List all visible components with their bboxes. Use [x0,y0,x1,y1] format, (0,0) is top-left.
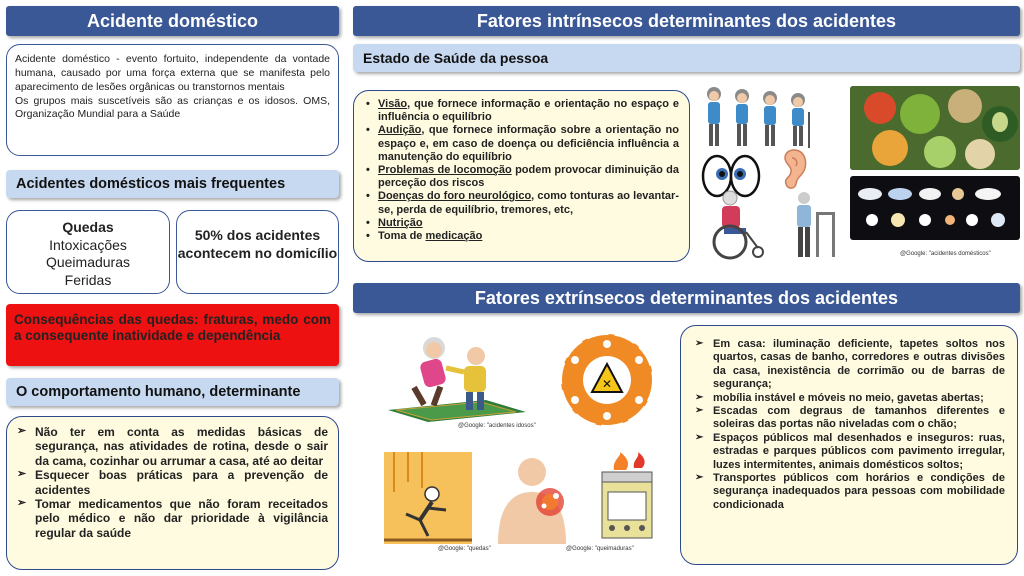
behavior-item: ➢ Tomar medicamentos que não foram receitados pelo médico e não dar prioridade à vigilância regular da saúde [17,497,328,540]
extrinsic-item: ➢ Em casa: iluminação deficiente, tapetes soltos nos quartos, casas de banho, corredores e outras divisões da casa, inexistência de corrimão ou de barras de segurança; [695,338,1005,392]
intrinsic-item-medicacao: • Toma de medicação [366,230,679,243]
intrinsic-item-audicao: • Audição, que fornece informação sobre a orientação no espaço e, em caso de doença ou deficiência influência a manutenção do equilíbrio [366,124,679,164]
behavior-item: ➢ Esquecer boas práticas para a prevenção de acidentes [17,468,328,497]
elderly-posture-illustration [700,82,820,154]
falling-person-icon [384,452,472,544]
intrinsic-item-nutricao: • Nutrição [366,217,679,230]
intrinsic-image-credit: @Google: "acidentes domésticos" [900,251,991,257]
falls-consequences-text: Consequências das quedas: fraturas, medo com a consequente inatividade e dependência [14,312,331,344]
intrinsic-factors-box [353,90,690,262]
falls-consequences-box [6,304,339,366]
burn-shoulder-illustration [484,454,580,544]
home-accidents-stat-box [176,210,339,294]
intrinsic-factors-banner [353,6,1020,36]
intrinsic-factors-title: Fatores intrínsecos determinantes dos acidentes [476,10,897,31]
elderly-walker-illustration [780,190,846,260]
ear-icon [780,148,808,190]
intrinsic-item-locomocao: • Problemas de locomoção podem provocar diminuição da perceção dos riscos [366,164,679,190]
susceptible-groups-text: Os grupos mais suscetíveis são as crianças e os idosos. OMS, Organização Mundial para a Saúde [15,94,330,121]
health-state-title: Estado de Saúde da pessoa [363,50,549,66]
stove-fire-illustration [594,452,660,542]
type-quedas: Quedas [62,219,114,235]
extrinsic-item: ➢ Transportes públicos com horários e condições de segurança inadequados para pessoas com mobilidade condicionada [695,472,1005,512]
human-behavior-title: O comportamento humano, determinante [16,384,301,400]
credit-queimaduras: @Google: "queimaduras" [566,546,634,552]
frequent-accidents-title: Acidentes domésticos mais frequentes [16,176,286,192]
acidente-domestico-banner [6,6,339,36]
credit-idosos: @Google: "acidentes idosos" [458,423,536,429]
accident-types-box [6,210,170,294]
type-intoxicacoes: Intoxicações [49,236,127,253]
definition-text: Acidente doméstico - evento fortuito, independente da vontade humana, causado por uma força externa que se manifesta pelo aparecimento de lesões orgânicas ou transtornos mentais [15,53,330,93]
human-behavior-heading [6,378,339,406]
behavior-list [17,425,328,540]
frequent-accidents-heading [6,170,339,198]
wheelchair-elderly-illustration [700,188,770,260]
elderly-slipping-rug-illustration [376,330,536,422]
acidente-domestico-title: Acidente doméstico [86,10,259,31]
home-accidents-stat: 50% dos acidentes acontecem no domicílio [177,227,338,261]
extrinsic-factors-banner [353,283,1020,313]
behavior-list-box [6,416,339,570]
type-feridas: Feridas [64,271,112,288]
intrinsic-item-neurologico: • Doenças do foro neurológico, como tonturas ao levantar-se, perda de equilíbrio, tremores, etc, [366,190,679,216]
behavior-item: ➢ Não ter em conta as medidas básicas de segurança, nas atividades de rotina, desde o sair da cama, cozinhar ou arrumar a casa, até ao deitar [17,425,328,468]
intrinsic-factors-list [366,98,679,243]
healthy-food-photo [850,86,1020,170]
home-hazards-wheel-icon [552,330,662,430]
extrinsic-factors-title: Fatores extrínsecos determinantes dos acidentes [474,287,899,308]
extrinsic-factors-list [695,338,1005,512]
extrinsic-item: ➢ Espaços públicos mal desenhados e inseguros: ruas, estradas e parques públicos com pavimento irregular, luzes intermitentes, animais domésticos soltos; [695,432,1005,472]
extrinsic-factors-box [680,325,1018,565]
intrinsic-item-visao: • Visão, que fornece informação e orientação no espaço e influência o equilíbrio [366,98,679,124]
pills-photo [850,176,1020,240]
definition-box [6,44,339,156]
extrinsic-item: ➢ mobília instável e móveis no meio, gavetas abertas; [695,392,1005,405]
health-state-heading [353,44,1020,72]
svg-text:✕: ✕ [601,377,613,391]
credit-quedas: @Google: "quedas" [438,546,491,552]
type-queimaduras: Queimaduras [45,254,131,270]
extrinsic-item: ➢ Escadas com degraus de tamanhos diferentes e soleiras das portas não niveladas com o chão; [695,405,1005,432]
